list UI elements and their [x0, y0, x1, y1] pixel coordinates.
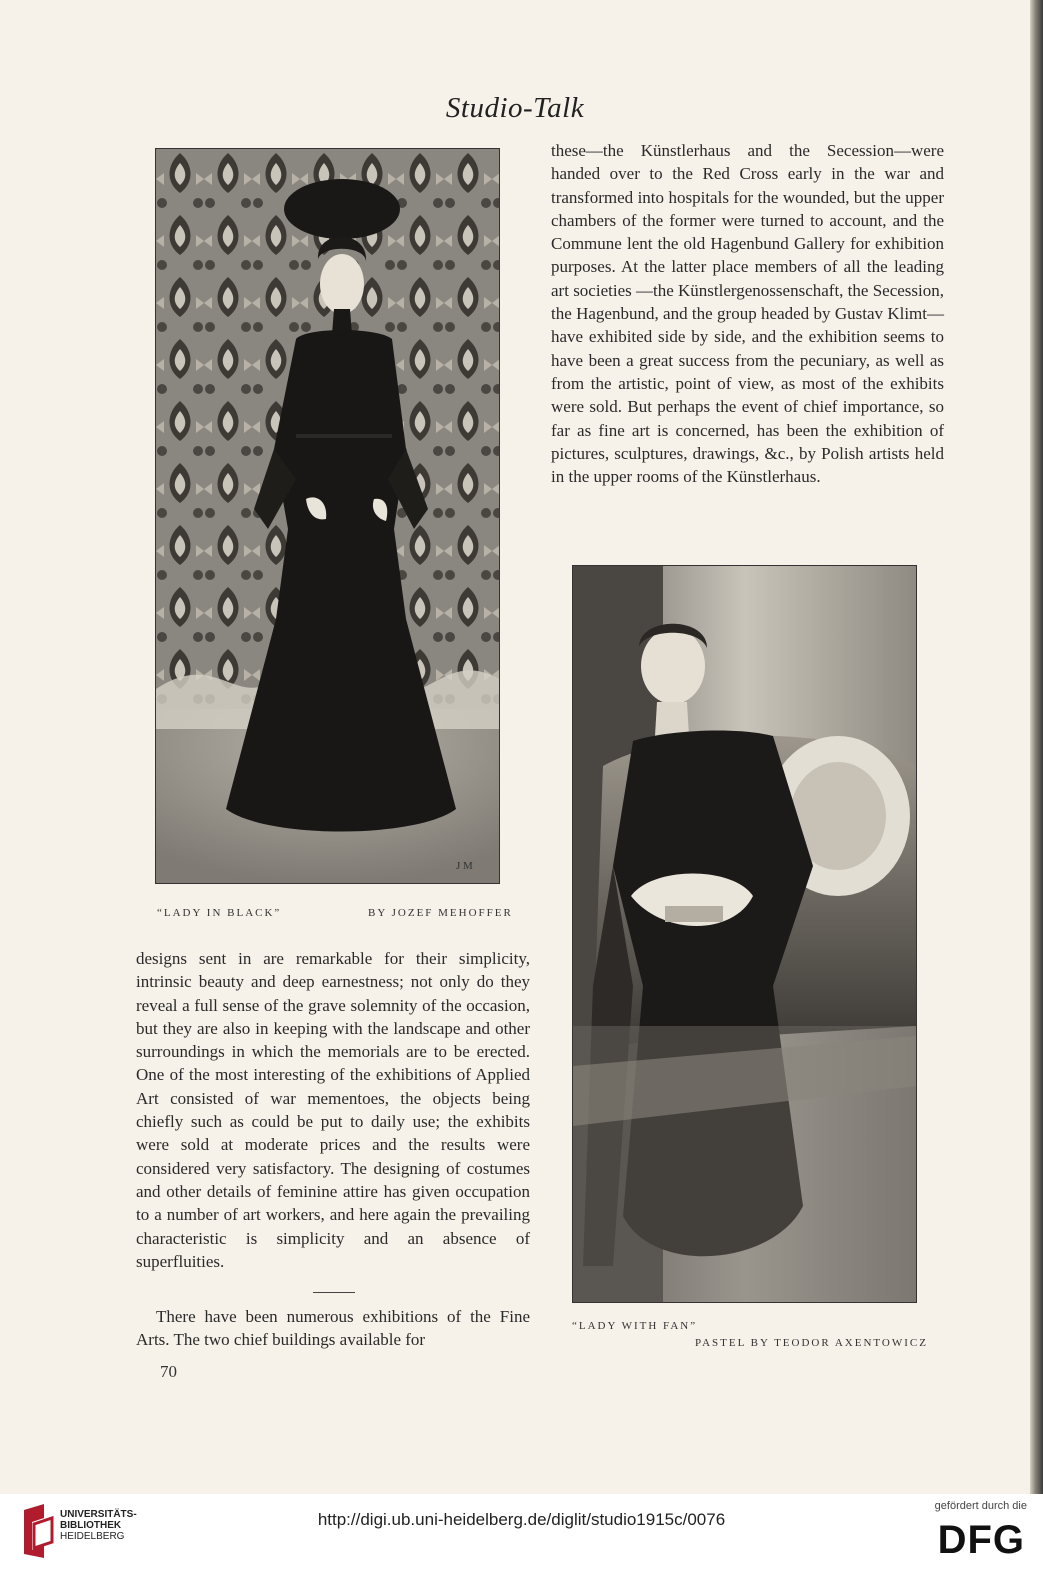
left-column-paragraph-bottom: There have been numerous exhibitions of the Fine Arts. The two chief buildings available for [136, 1307, 530, 1350]
caption-lady-in-black-credit: BY JOZEF MEHOFFER [368, 907, 513, 919]
left-column-text-bottom [136, 1305, 530, 1352]
right-column-text [551, 139, 944, 488]
artist-monogram: J M [456, 860, 473, 872]
dfg-logo: DFG [937, 1518, 1025, 1562]
caption-lady-in-black-title: “LADY IN BLACK” [157, 907, 282, 919]
permalink-url[interactable]: http://digi.ub.uni-heidelberg.de/diglit/studio1915c/0076 [317, 1510, 726, 1529]
page-edge-shadow [1030, 0, 1043, 1494]
illustration-lady-with-fan [572, 565, 917, 1303]
lady-with-fan-image [573, 566, 916, 1302]
section-divider [313, 1292, 355, 1293]
left-column-paragraph: designs sent in are remarkable for their simplicity, intrinsic beauty and deep earnestness; not only do they reveal a full sense of the grave solemnity of the occasion, but they are also in keeping with the landscape and other surroundings in which the memorials are to be erected. One of the most interesting of the exhibitions of Applied Art consisted of war mementoes, the objects being chiefly such as could be put to daily use; the exhibits were sold at moderate prices and the results were considered very satisfactory. The designing of costumes and other details of feminine attire has given occupation to a number of art workers, and here again the prevailing characteristic is simplicity and an absence of superfluities. [136, 949, 530, 1271]
illustration-lady-in-black [155, 148, 500, 884]
university-library-name: UNIVERSITÄTS- BIBLIOTHEK HEIDELBERG [60, 1509, 137, 1542]
caption-lady-with-fan-credit: PASTEL BY TEODOR AXENTOWICZ [695, 1337, 928, 1349]
caption-lady-with-fan-title: “LADY WITH FAN” [572, 1320, 698, 1332]
right-column-paragraph: these—the Künstlerhaus and the Secession—were handed over to the Red Cross early in the war and transformed into hospitals for the wounded, but the upper chambers of the former were turned to account, and the Commune lent the old Hagenbund Gallery for exhibition purposes. At the latter place members of all the leading art societies —the Künstlergenossenschaft, the Secession, the Hagenbund, and the group headed by Gustav Klimt—have exhibited side by side, and the exhibition seems to have been a great success from the pecuniary, as well as from the artistic, point of view, as most of the exhibits were sold. But perhaps the event of chief importance, so far as fine art is concerned, has been the exhibition of pictures, sculptures, drawings, &c., by Polish artists held in the upper rooms of the Künstlerhaus. [551, 141, 944, 487]
page-number: 70 [160, 1362, 177, 1381]
lady-in-black-image [156, 149, 499, 883]
left-column-text [136, 947, 530, 1273]
digital-library-footer [0, 1494, 1043, 1576]
running-head: Studio-Talk [445, 92, 585, 124]
funding-note: gefördert durch die [934, 1500, 1027, 1512]
